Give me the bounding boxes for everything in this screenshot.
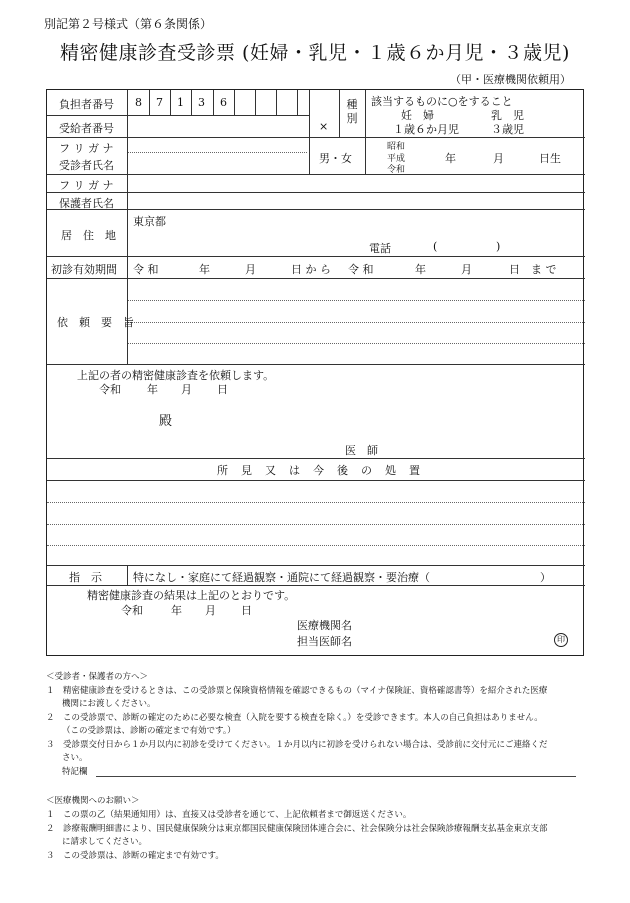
findings-header: 所 見 又 は 今 後 の 処 置	[217, 464, 421, 477]
phone-open-paren: (	[433, 240, 438, 253]
payer-number-label: 負担者番号	[59, 98, 114, 111]
result-date-year: 年	[171, 604, 182, 617]
birth-month-label: 月	[493, 152, 504, 165]
medical-note: に請求してください。	[62, 837, 148, 847]
honorific-dono: 殿	[159, 414, 173, 429]
category-18-months[interactable]: １歳６か月児	[393, 123, 459, 136]
era-heisei[interactable]: 平成	[387, 154, 406, 164]
medical-note: ２ 診療報酬明細書により、国民健康保険分は東京都国民健康保険団体連合会に、社会保険分は社会保険診療報酬支払基金東京支部	[46, 824, 548, 834]
era-reiwa[interactable]: 令和	[387, 165, 406, 175]
validity-month-start: 月	[245, 263, 256, 276]
patient-name-label: 受診者氏名	[59, 159, 114, 172]
validity-from: 日 か ら	[291, 263, 331, 276]
medical-note: ３ この受診票は、診断の確定まで有効です。	[46, 851, 224, 861]
validity-label: 初診有効期間	[51, 263, 117, 276]
validity-era-end: 令 和	[348, 263, 374, 276]
gender-select[interactable]: 男・女	[319, 152, 352, 165]
page-title: 精密健康診査受診票 (妊婦・乳児・１歳６か月児・３歳児)	[60, 42, 570, 64]
category-infant[interactable]: 乳 児	[491, 109, 524, 122]
cross-mark: ×	[319, 120, 329, 133]
phone-label: 電話	[369, 242, 391, 255]
result-date-day: 日	[241, 604, 252, 617]
patient-note: ２ この受診票で、診断の確定のために必要な検査（入院を要する検査を除く。）を受診できます。本人の自己負担はありません。	[46, 713, 543, 723]
attending-doctor-label: 担当医師名	[297, 635, 352, 648]
validity-year-end: 年	[415, 263, 426, 276]
payer-digit[interactable]: 1	[177, 96, 184, 109]
request-date-month: 月	[181, 383, 192, 396]
form-table	[46, 89, 584, 656]
validity-era-start: 令 和	[133, 263, 159, 276]
furigana-label: フ リ ガ ナ	[59, 142, 114, 155]
birth-day-label: 日生	[539, 152, 561, 165]
instruction-label: 指 示	[69, 571, 102, 584]
facility-name-label: 医療機関名	[297, 619, 352, 632]
patient-note: ３ 受診票交付日から１か月以内に初診を受けてください。１か月以内に初診を受けられない場合は、受診前に交付元にご連絡くだ	[46, 740, 548, 750]
form-subtitle: （甲・医療機関依頼用）	[450, 73, 571, 86]
instruction-options[interactable]: 特になし・家庭にて経過観察・通院にて経過観察・要治療（ ）	[133, 571, 551, 584]
era-showa[interactable]: 昭和	[387, 142, 406, 152]
patient-note: 機関にお渡しください。	[62, 699, 156, 709]
validity-month-end: 月	[461, 263, 472, 276]
address-label: 居 住 地	[61, 229, 116, 242]
request-date-day: 日	[217, 383, 228, 396]
recipient-number-label: 受給者番号	[59, 122, 114, 135]
special-notes-label: 特記欄	[62, 767, 88, 777]
result-date-month: 月	[205, 604, 216, 617]
patient-note: さい。	[62, 753, 88, 763]
category-3-years[interactable]: ３歳児	[491, 123, 524, 136]
form-id: 別記第２号様式（第６条関係）	[44, 17, 213, 31]
payer-digit[interactable]: 8	[135, 96, 142, 109]
request-date-era: 令和	[99, 383, 121, 396]
patient-notes-heading: ＜受診者・保護者の方へ＞	[46, 672, 149, 682]
result-statement: 精密健康診査の結果は上記のとおりです。	[87, 589, 296, 602]
payer-digit[interactable]: 3	[198, 96, 205, 109]
guardian-name-label: 保護者氏名	[59, 197, 114, 210]
medical-notes-heading: ＜医療機関へのお願い＞	[46, 796, 140, 806]
seal-icon: 印	[554, 633, 568, 647]
medical-note: １ この票の乙（結果通知用）は、直接又は受診者を通じて、上記依頼者まで御返送ください。	[46, 810, 412, 820]
validity-until: 日 ま で	[509, 263, 557, 276]
birth-year-label: 年	[445, 152, 456, 165]
category-pregnant[interactable]: 妊 婦	[401, 109, 434, 122]
phone-close-paren: )	[496, 240, 501, 253]
validity-year-start: 年	[199, 263, 210, 276]
category-instruction: 該当するものに○をすること	[371, 95, 513, 108]
address-prefix: 東京都	[133, 215, 166, 228]
patient-note: １ 精密健康診査を受けるときは、この受診票と保険資格情報を確認できるもの（マイナ保険証、資格確認書等）を紹介された医療	[46, 686, 548, 696]
request-summary-label: 依 頼 要 旨	[57, 316, 134, 329]
request-statement: 上記の者の精密健康診査を依頼します。	[77, 369, 275, 382]
patient-note: （この受診票は、診断の確定まで有効です。）	[62, 726, 236, 736]
payer-digit[interactable]: 6	[220, 96, 227, 109]
payer-digit[interactable]: 7	[156, 96, 163, 109]
category-label: 種別	[346, 98, 358, 125]
special-notes-line[interactable]	[96, 776, 576, 777]
furigana-label: フ リ ガ ナ	[59, 179, 114, 192]
request-date-year: 年	[147, 383, 158, 396]
result-date-era: 令和	[121, 604, 143, 617]
doctor-label: 医 師	[345, 444, 378, 457]
